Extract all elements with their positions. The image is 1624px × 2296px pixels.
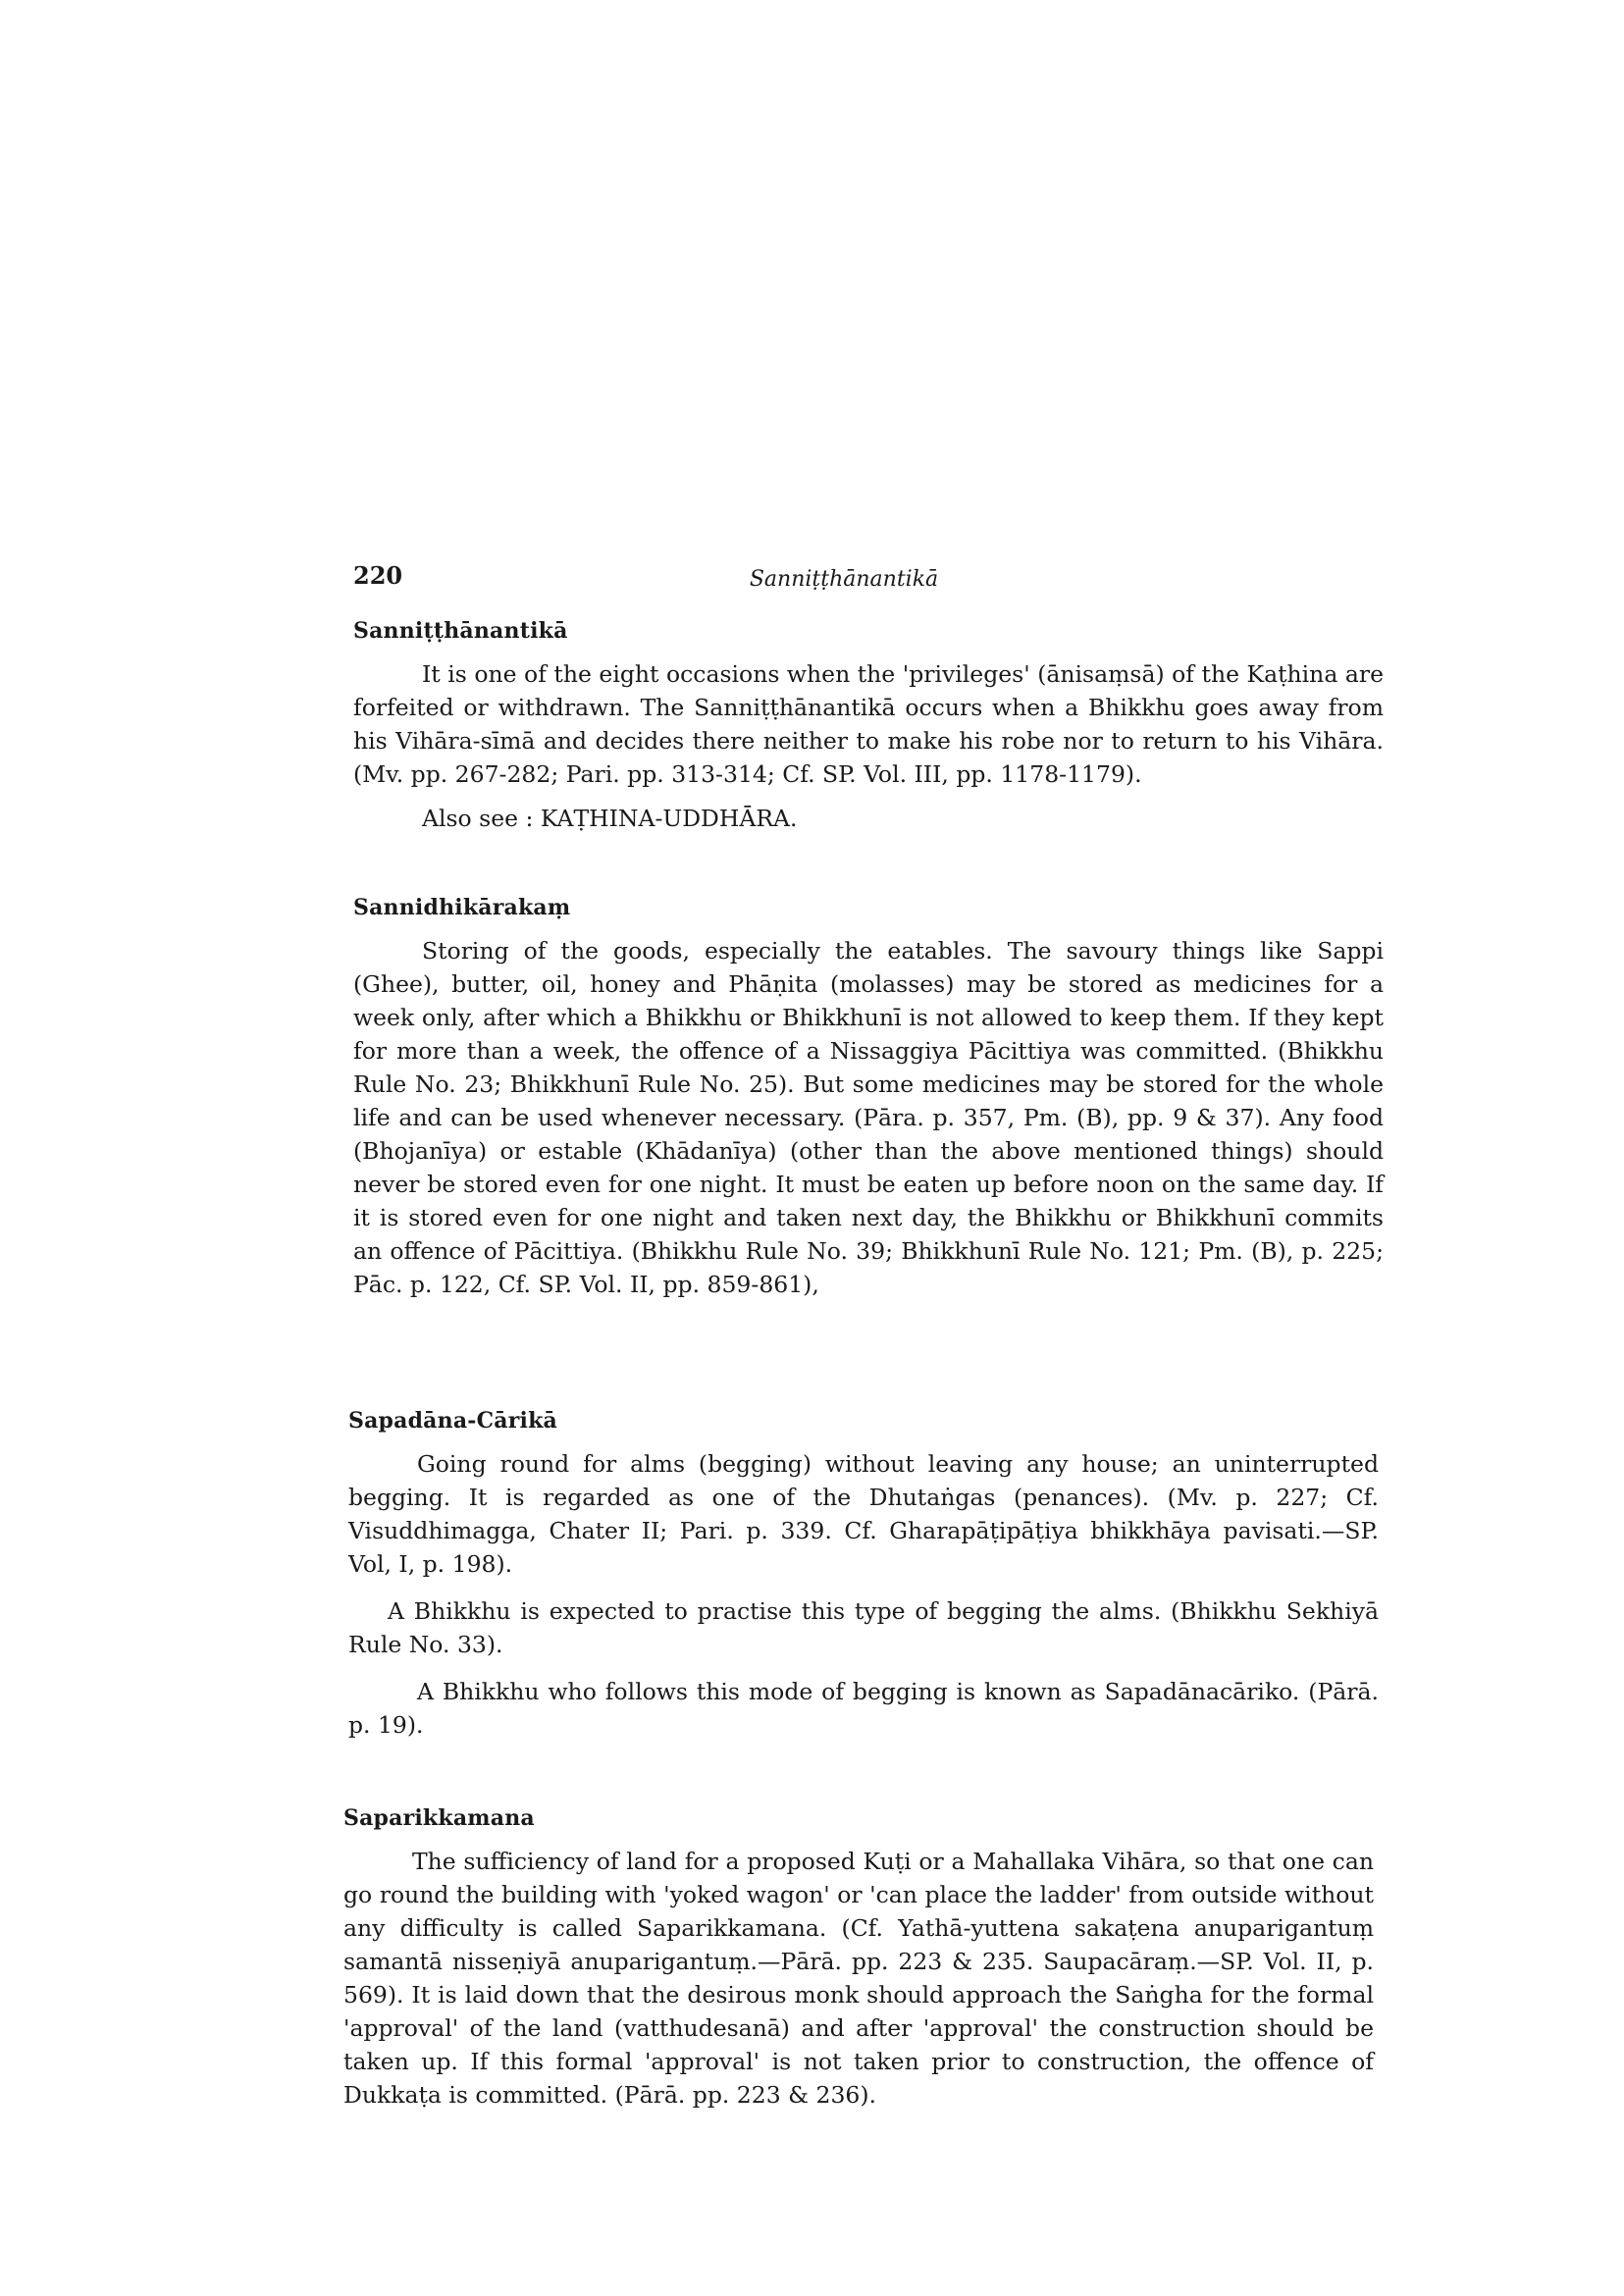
entry-paragraph: A Bhikkhu who follows this mode of begging is known as Sapadānacāriko. (Pārā. p. 19). [348,1678,1379,1739]
entry-paragraph: The sufficiency of land for a proposed Kuṭi or a Mahallaka Vihāra, so that one can go round the building with 'yoked wagon' or 'can place the ladder' from outside without any difficulty is called Saparikkamana. (Cf. Yathā-yuttena sakaṭena anuparigantuṃ samantā nisseṇiyā anuparigantuṃ.—Pārā. pp. 223 & 235. Saupacāraṃ.—SP. Vol. II, p. 569). It is laid down that the desirous monk should approach the Saṅgha for the formal 'approval' of the land (vatthudesanā) and after 'approval' the construction should be taken up. If this formal 'approval' is not taken prior to construction, the offence of Dukkaṭa is committed. (Pārā. pp. 223 & 236). [343,1848,1374,2109]
running-head [353,561,1374,600]
page-number: 220 [353,561,403,590]
entry-sapadana-carika [348,1408,1379,1755]
see-also: Also see : KAṬHINA-UDDHĀRA. [422,805,798,832]
entry-saparikkamana [343,1805,1374,2125]
running-title: Sanniṭṭhānantikā [749,567,939,592]
entry-paragraph: A Bhikkhu is expected to practise this type of begging the alms. (Bhikkhu Sekhiyā Rule No. 33). [348,1597,1379,1658]
entry-sannidhikarakam [353,895,1384,1315]
entry-paragraph: It is one of the eight occasions when the 'privileges' (ānisaṃsā) of the Kaṭhina are forfeited or withdrawn. The Sanniṭṭhānantikā occurs when a Bhikkhu goes away from his Vihāra-sīmā and decides there neither to make his robe nor to return to his Vihāra. (Mv. pp. 267-282; Pari. pp. 313-314; Cf. SP. Vol. III, pp. 1178-1179). [353,660,1384,788]
entry-paragraph: Storing of the goods, especially the eatables. The savoury things like Sappi (Ghee), butter, oil, honey and Phāṇita (molasses) may be stored as medicines for a week only, after which a Bhikkhu or Bhikkhunī is not allowed to keep them. If they kept for more than a week, the offence of a Nissaggiya Pācittiya was committed. (Bhikkhu Rule No. 23; Bhikkhunī Rule No. 25). But some medicines may be stored for the whole life and can be used whenever necessary. (Pāra. p. 357, Pm. (B), pp. 9 & 37). Any food (Bhojanīya) or estable (Khādanīya) (other than the above mentioned things) should never be stored even for one night. It must be eaten up before noon on the same day. If it is stored even for one night and taken next day, the Bhikkhu or Bhikkhunī commits an offence of Pācittiya. (Bhikkhu Rule No. 39; Bhikkhunī Rule No. 121; Pm. (B), p. 225; Pāc. p. 122, Cf. SP. Vol. II, pp. 859-861), [353,937,1384,1298]
entry-paragraph: Going round for alms (begging) without leaving any house; an uninterrupted begging. It is regarded as one of the Dhutaṅgas (penances). (Mv. p. 227; Cf. Visuddhimagga, Chater II; Pari. p. 339. Cf. Gharapāṭipāṭiya bhikkhāya pavisati.—SP. Vol, I, p. 198). [348,1450,1379,1578]
headword: Saparikkamana [343,1805,535,1831]
headword: Sannidhikārakaṃ [353,895,571,920]
headword: Sanniṭṭhānantikā [353,618,568,644]
entry-sannitthanantika [353,618,1384,832]
headword: Sapadāna-Cārikā [348,1408,558,1434]
